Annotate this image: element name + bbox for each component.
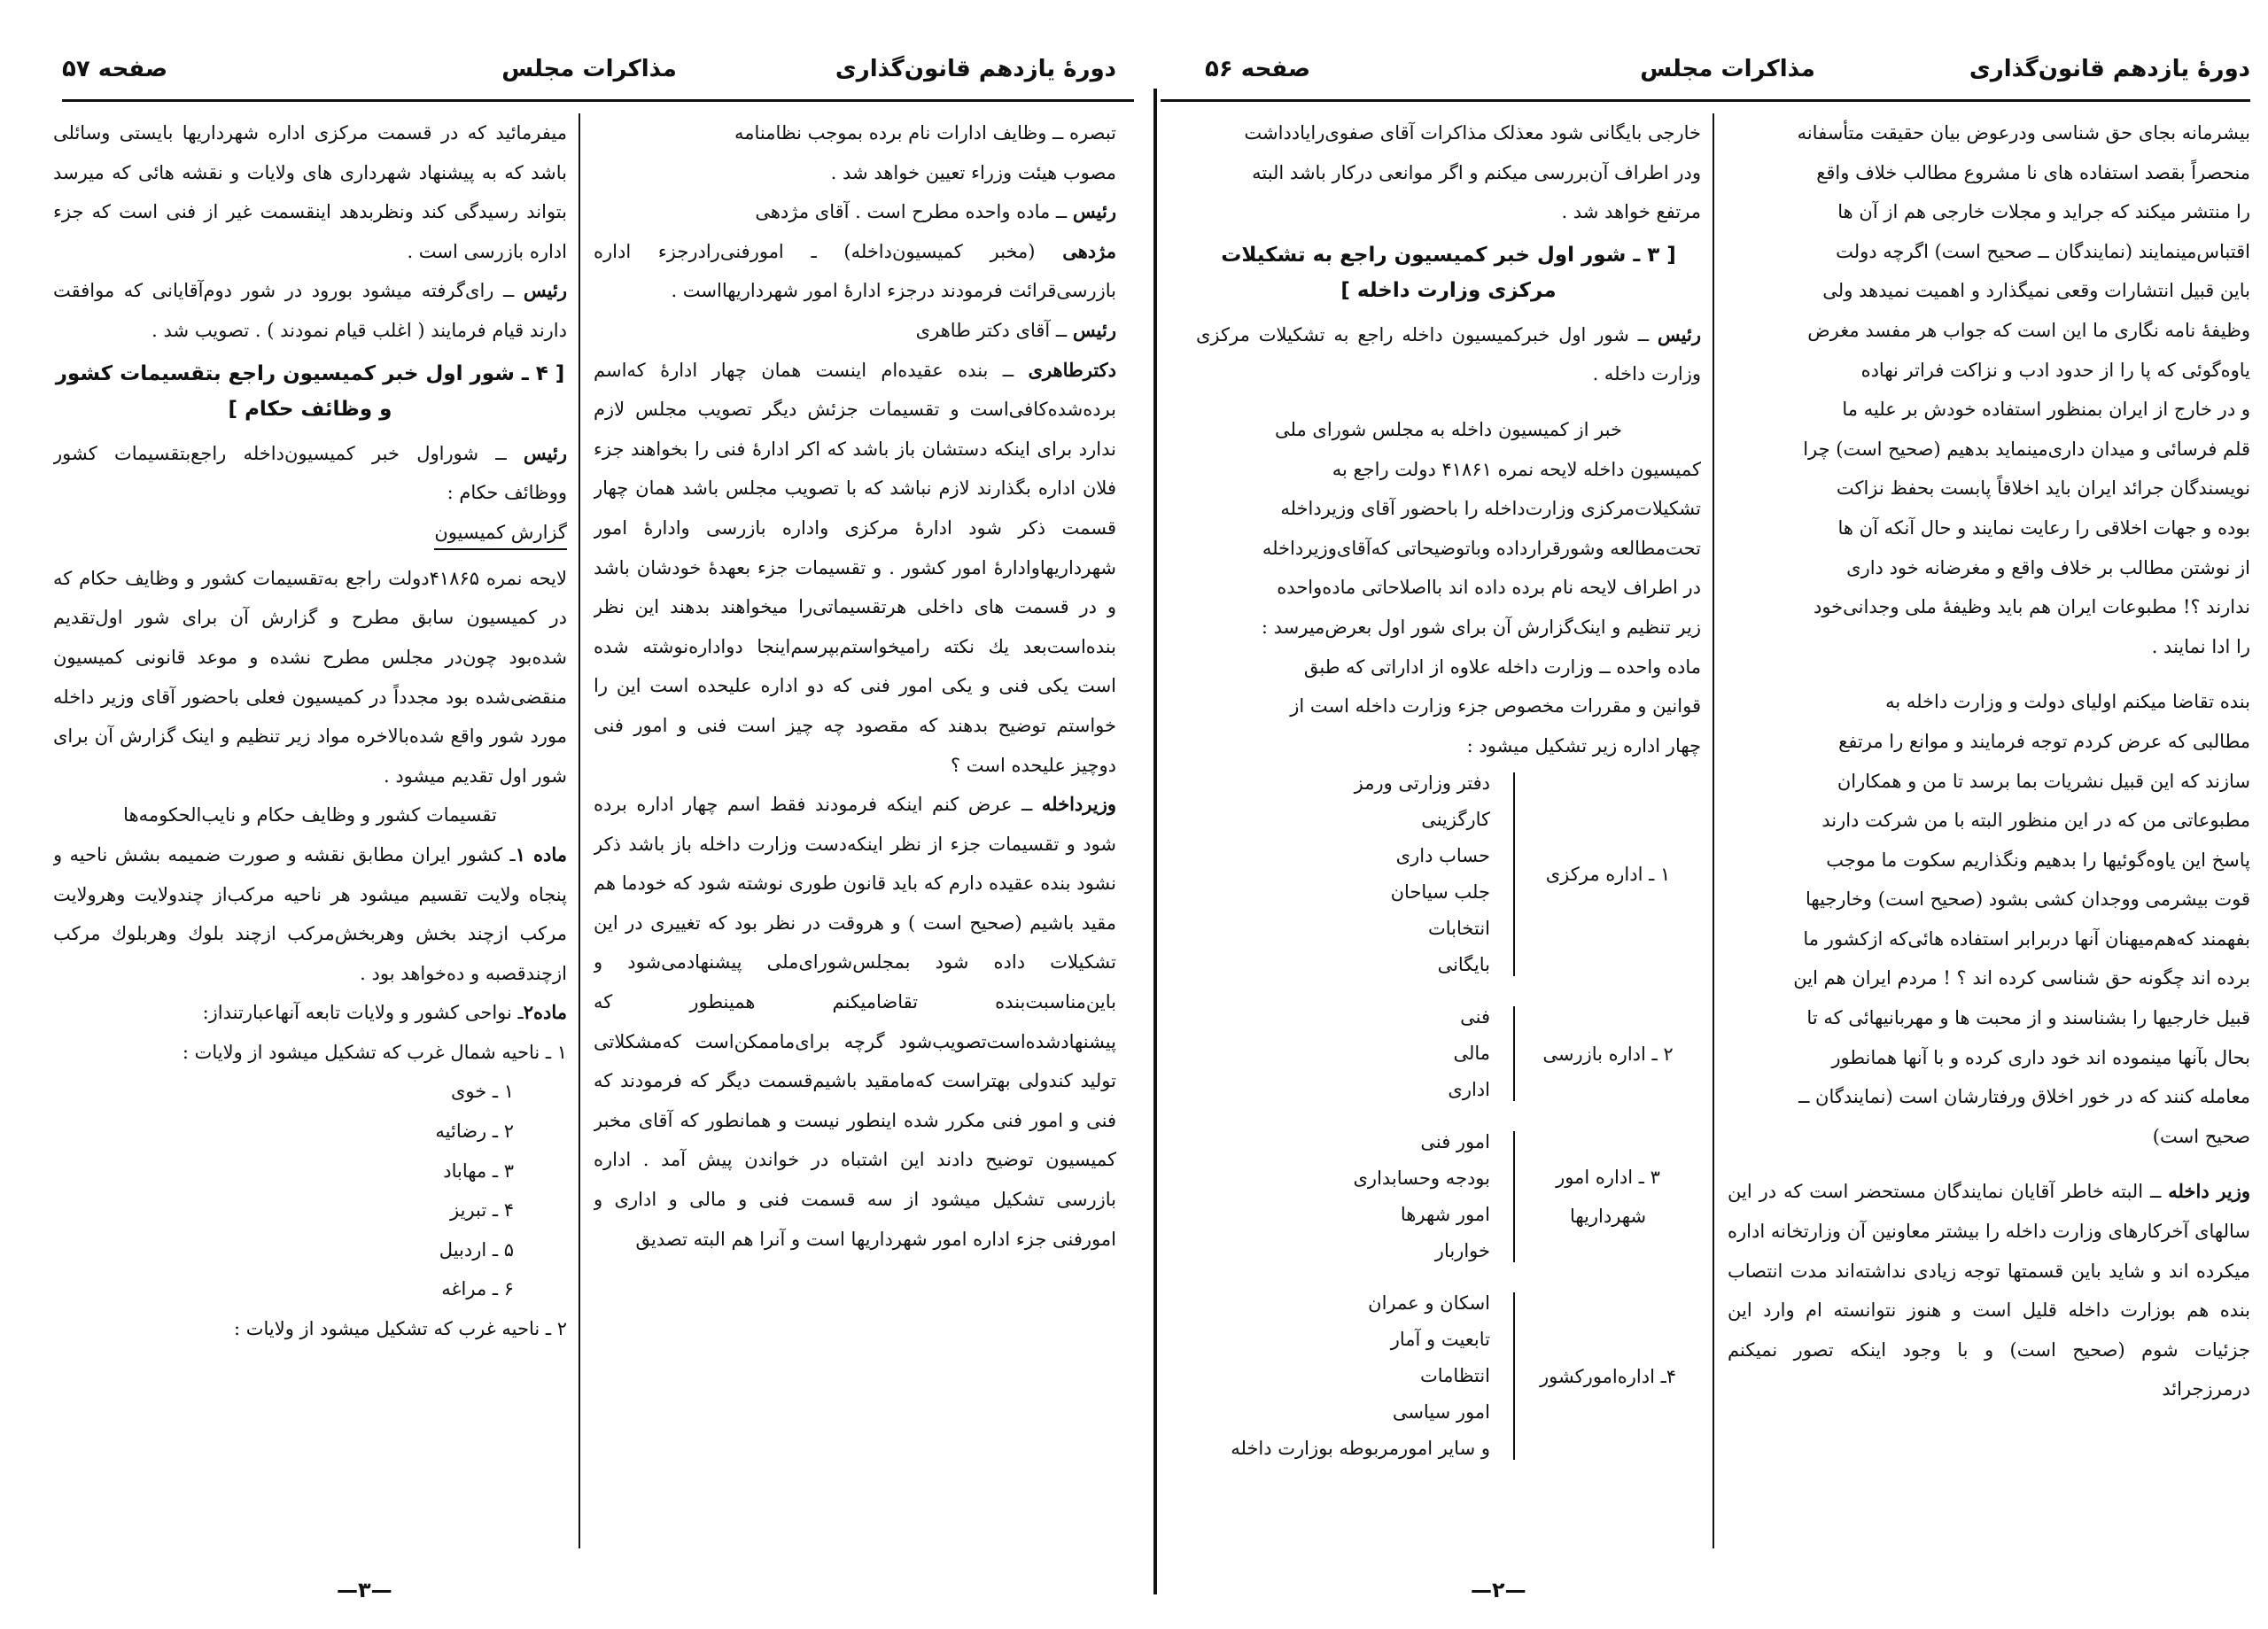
text-line: ماده واحده ــ وزارت داخله علاوه از اداراتی که طبق xyxy=(1303,655,1701,678)
paragraph xyxy=(1728,682,2250,1156)
text-line: تشکیلات‌مرکزی وزارت‌داخله را باحضور آقای وزیرداخله xyxy=(1280,498,1701,520)
text-line: بنده تقاضا میکنم اولیای دولت و وزارت داخله به xyxy=(1885,691,2250,713)
speech-text: ــ ماده واحده مطرح است . آقای مژدهی xyxy=(755,201,1068,223)
text-line: قوانین و مقررات مخصوص جزء وزارت داخله است از xyxy=(1290,695,1701,718)
office-items xyxy=(1196,1285,1490,1467)
text-line: از نوشتن مطالب بر خلاف واقع و مغرضانه خود داری xyxy=(1846,556,2250,578)
law-title: تقسیمات کشور و وظایف حکام و نایب‌الحکومه‌ها xyxy=(123,804,497,826)
text-line: ندارند ؟! مطبوعات ایران هم باید وظیفهٔ ملی وجدانی‌خود xyxy=(1813,596,2250,618)
section-title: مذاکرات مجلس xyxy=(501,56,677,82)
province-list xyxy=(53,1072,567,1309)
text-line: برده اند چگونه حق شناسی کرده اند ؟ ! مردم ایران هم این xyxy=(1793,967,2250,989)
office-item: جلب سیاحان xyxy=(1390,881,1490,904)
text-line: وظیفهٔ نامه نگاری ما این است که جواب هر مفسد مغرض xyxy=(1807,319,2250,341)
report-text: لایحه نمره ۴۱۸۶۵دولت راجع به‌تقسیمات کشور و وظایف حکام که در کمیسیون سابق مطرح و گزارش آن برای شور اول‌تقدیم شده‌بود چون‌در مجلس مطرح نشده و موعد قانونی کمیسیون منقضی‌شده بود مجدداً در کمیسیون فعلی باحضور آقای وزیر داخله مورد شور واقع شده‌بالاخره مواد زیر تنظیم و اینک گزارش آن برای شور اول تقدیم میشود . xyxy=(53,567,567,787)
column-left xyxy=(53,113,567,1548)
page-number: —۲— xyxy=(1471,1578,1526,1602)
article-label: ماده۲ xyxy=(523,1001,567,1024)
header-rule xyxy=(62,99,1134,102)
journal-title: دورهٔ یازدهم قانون‌گذاری xyxy=(835,56,1116,82)
office-group xyxy=(1196,765,1701,983)
office-item: اسکان و عمران xyxy=(1368,1292,1490,1315)
text-line: اقتباس‌مینمایند (نمایندگان ــ صحیح است) اگرچه دولت xyxy=(1836,240,2250,262)
text-line: توجه زیادی نداشته‌اند مدت انتصاب بنده هم بوزارت داخله xyxy=(1728,1260,2250,1322)
text-line: است که در این سالهای آخرکارهای وزارت داخله را بیشتر xyxy=(1728,1181,2250,1243)
text-line: سازند که این قبیل نشریات بما برسد تا من و همکاران xyxy=(1837,770,2250,792)
text-line: نویسندگان جرائد ایران باید اخلاقاً پابست بحفظ نزاکت xyxy=(1836,477,2250,500)
text-line: معاونین آن وزارتخانه اداره میکرده اند و شاید باین قسمتها xyxy=(1728,1221,2250,1282)
section-title: مذاکرات مجلس xyxy=(1640,56,1815,82)
speaker-name: رئیس xyxy=(523,279,567,302)
speech-text xyxy=(1728,1181,2250,1400)
header-rule xyxy=(1161,99,2250,102)
speaker-name: رئیس xyxy=(1072,200,1116,223)
text-line: قبیل خارجیها را بشناسند و از محبت ها و مهربانیهائی که تا xyxy=(1806,1007,2250,1029)
office-group xyxy=(1196,1285,1701,1467)
column-right xyxy=(594,113,1116,1548)
section-heading: [ ۴ ـ شور اول خبر کمیسیون راجع بتقسیمات کشور و وظائف حکام ] xyxy=(55,361,565,421)
column-left xyxy=(1196,113,1701,1548)
speaker-name: مژدهی xyxy=(1062,239,1116,262)
section-heading: [ ۳ ـ شور اول خبر کمیسیون راجع به تشکیلات مرکزی وزارت داخله ] xyxy=(1221,243,1676,302)
speech-text: (مخبر کمیسیون‌داخله) ـ امورفنی‌رادرجزء اداره بازرسی‌قرائت فرمودند درجزء ادارهٔ امور شهرداریهااست . xyxy=(594,240,1116,302)
column-right xyxy=(1728,113,2250,1548)
page-label: صفحه ۵۷ xyxy=(62,56,168,82)
text-line: تبصره ــ وظایف ادارات نام برده بموجب نظامنامه xyxy=(734,122,1116,144)
column-divider xyxy=(1713,113,1714,1548)
office-name: ۲ ـ اداره بازرسی xyxy=(1542,1043,1674,1065)
office-item: فنی xyxy=(1460,1006,1490,1028)
region-heading: ۱ ـ ناحیه شمال غرب که تشکیل میشود از ولایات : xyxy=(182,1041,567,1063)
text-line: کمیسیون داخله لایحه نمره ۴۱۸۶۱ دولت راجع به xyxy=(1332,458,1701,480)
text-line: مصوب هیئت وزراء تعیین خواهد شد . xyxy=(830,161,1116,183)
office-item: امور شهرها xyxy=(1400,1204,1490,1226)
speaker-name: رئیس xyxy=(1657,322,1701,345)
office-item: امور فنی xyxy=(1420,1131,1490,1153)
province-item: ۵ ـ اردبیل xyxy=(439,1238,514,1261)
office-group xyxy=(1196,1124,1701,1269)
office-items xyxy=(1196,999,1490,1108)
paragraph xyxy=(1728,1172,2250,1409)
office-item: حساب داری xyxy=(1395,845,1490,867)
report-text xyxy=(1196,450,1701,766)
speaker-name: وزیرداخله xyxy=(1041,793,1116,816)
text-line: یاوه‌گوئی که پا را از حدود ادب و نزاکت فراتر نهاده xyxy=(1860,359,2250,381)
text-line: چهار اداره زیر تشکیل میشود : xyxy=(1466,734,1701,756)
text-line: قلیل است و هنوز نتوانسته ام وارد این جزئیات شوم xyxy=(1728,1299,2250,1361)
office-item: و سایر امورمربوطه بوزارت داخله xyxy=(1231,1438,1490,1460)
speech-text: ــ آقای دکتر طاهری xyxy=(915,319,1068,341)
speech-text: ــ شور اول خبرکمیسیون داخله راجع به تشکیلات مرکزی وزارت داخله . xyxy=(1196,323,1701,385)
article-text: ـ کشور ایران مطابق نقشه و صورت ضمیمه بشش ناحیه و پنجاه ولایت تقسیم میشود هر ناحیه مرکب‌از چندولایت وهرولایت مرکب ازچند بخش وهربخش‌مرکب ازچند بلوك وهربلوك مرکب ازچندقصبه و ده‌خواهد بود . xyxy=(53,843,567,984)
speech-text: ــ شوراول خبر کمیسیون‌داخله راجع‌بتقسیمات کشور ووظائف حکام : xyxy=(53,442,567,504)
article-label: ماده ۱ xyxy=(515,842,567,865)
office-item: مالی xyxy=(1453,1043,1490,1065)
text-line: بفهمند که‌هم‌میهنان آنها دربرابر استفاده هائی‌که ازکشور ما xyxy=(1803,927,2250,950)
text-line: بحال بآنها مینموده اند خود داری کرده و با آنها همانطور xyxy=(1831,1046,2250,1068)
office-item: بایگانی xyxy=(1437,954,1490,976)
brace-line xyxy=(1490,1131,1515,1262)
office-item: انتخابات xyxy=(1428,918,1490,940)
article-text: ـ نواحی کشور و ولایات تابعه آنهاعبارتنداز: xyxy=(202,1002,524,1024)
text-line: (صحیح است) و با وجود اینکه تصور نمیکنم درمرزجرائد xyxy=(1728,1338,2250,1400)
paragraph: میفرمائید که در قسمت مرکزی اداره شهرداریها بایستی وسائلی باشد که به پیشنهاد شهرداری های ولایات و نقشه هائی که میرسد بتواند رسیدگی کند ونظربدهد اینقسمت غیر از فنی است که جزء اداره بازرسی است . xyxy=(53,122,567,262)
speaker-name: وزیر داخله xyxy=(2168,1180,2250,1203)
text-line: را ادا نمایند . xyxy=(2151,635,2250,657)
brace-line xyxy=(1490,1292,1515,1460)
text-line: قوت بیشرمی ووجدان کشی بشود (صحیح است) وخارجیها xyxy=(1806,888,2250,911)
page-number: —۳— xyxy=(337,1578,392,1602)
text-line: ودر اطراف آن‌بررسی میکنم و اگر موانعی درکار باشد البته xyxy=(1252,161,1701,183)
page-header xyxy=(62,49,1116,100)
speech-text: ــ عرض کنم اینکه فرمودند فقط اسم چهار اداره برده شود و تقسیمات جزء از نظر اینکه‌دست وزارت داخله باز باشد ذکر نشود بنده عقیده دارم که باید قانون طوری نوشته شود که خودما هم مقید باشیم (صحیح است ) و هروقت در نظر بود که تغییری در این تشکیلات داده شود بمجلس‌شورای‌ملی پیشنهادمی‌شود و باین‌مناسبت‌بنده تقاضامیکنم همینطور که پیشنهادشده‌است‌تصویب‌شود گرچه برای‌ما‌ممکن‌است که‌مشکلاتی تولید کندولی بهتراست که‌مامقید باشیم‌قسمت دیگر که فرمودند که فنی و امور فنی مکرر شده اینطور نیست و همانطور که آقای مخبر کمیسیون توضیح دادند این اشتباه در خواندن پیش آمد . اداره بازرسی تشکیل میشود از سه قسمت فنی و مالی و اداری و امورفنی جزء اداره امور شهرداریها است و آنرا هم البته تصدیق xyxy=(594,794,1116,1250)
paragraph xyxy=(1196,113,1701,232)
office-item: اداری xyxy=(1448,1079,1490,1101)
page-header xyxy=(1205,49,2250,100)
text-line: معامله کنند که در خور اخلاق ورفتارشان است (نمایندگان ــ xyxy=(1798,1086,2250,1108)
office-item: دفتر وزارتی ورمز xyxy=(1354,772,1490,795)
office-item: خواربار xyxy=(1434,1240,1490,1262)
paragraph xyxy=(1728,113,2250,666)
office-item: تابعیت و آمار xyxy=(1390,1329,1490,1351)
text-line: مطبوعاتی من که در این منظور البته با من شرکت دارند xyxy=(1821,810,2250,832)
province-item: ۲ ـ رضائیه xyxy=(435,1121,514,1143)
brace-line xyxy=(1490,1006,1515,1101)
province-item: ۳ ـ مهاباد xyxy=(443,1160,514,1182)
office-name: ۳ ـ اداره امور شهرداریها xyxy=(1556,1166,1660,1228)
journal-title: دورهٔ یازدهم قانون‌گذاری xyxy=(1969,56,2250,82)
text-line: بوده و جهات اخلاقی را رعایت نمایند و حال آنکه آن ها xyxy=(1837,516,2250,539)
office-item: امور سیاسی xyxy=(1392,1401,1490,1423)
text-line: تحت‌مطالعه وشورقرارداده وباتوضیحاتی که‌آقای‌وزیرداخله xyxy=(1262,537,1701,559)
region-heading: ۲ ـ ناحیه غرب که تشکیل میشود از ولایات : xyxy=(233,1318,567,1340)
office-item: بودجه وحسابداری xyxy=(1353,1167,1490,1190)
speaker-name: رئیس xyxy=(1072,318,1116,341)
offices-table xyxy=(1196,765,1701,1467)
text-line: مطالبی که عرض کردم توجه فرمایند و موانع را مرتفع xyxy=(1838,730,2250,752)
text-line: باین قبیل انتشارات وقعی نمیگذارد و اهمیت نمیدهد ولی xyxy=(1822,280,2250,302)
speech-text: ــ رای‌گرفته میشود بورود در شور دوم‌آقایانی که موافقت دارند قیام فرمایند ( اغلب قیام نمودند ) . تصویب شد . xyxy=(53,280,567,341)
text-line: را منتشر میکند که جراید و مجلات خارجی هم از آن ها xyxy=(1837,201,2250,223)
text-line: پاسخ این یاوه‌گوئیها را بدهیم ونگذاریم سکوت ما موجب xyxy=(1826,849,2250,871)
province-item: ۴ ـ تبریز xyxy=(450,1199,514,1222)
page-56 xyxy=(1152,0,2268,1629)
province-item: ۶ ـ مراغه xyxy=(441,1278,514,1300)
office-items xyxy=(1196,765,1490,983)
text-line: ــ البته خاطر آقایان نمایندگان مستحضر xyxy=(1855,1181,2162,1203)
office-item: کارگزینی xyxy=(1421,809,1490,831)
report-title: خبر از کمیسیون داخله به مجلس شورای ملی xyxy=(1275,418,1622,440)
report-label: گزارش کمیسیون xyxy=(434,516,567,550)
text-line: زیر تنظیم و اینک‌گزارش آن برای شور اول بعرض‌میرسد : xyxy=(1261,616,1701,638)
paragraph xyxy=(594,113,1116,192)
text-line: صحیح است) xyxy=(2152,1125,2250,1147)
text-line: در اطراف لایحه نام برده داده اند بااصلاحاتی ماده‌واحده xyxy=(1277,577,1701,599)
speech-text: ــ بنده عقیده‌ام اینست همان چهار ادارهٔ که‌اسم برده‌شده‌کافی‌است و تقسیمات جزئش دیگر تصویب مجلس لازم ندارد برای اینکه دستشان باز باشد که اکر ادارهٔ فنی را بخواهند جزء فلان اداره بگذارند لازم نباشد که با تصویب مجلس باشد همان چهار قسمت ذکر شود ادارهٔ مرکزی واداره بازرسی وادارهٔ امور شهرداریهاوادارهٔ امور کشور . و تقسیمات جزء بعهدهٔ خودشان باشد و در قسمت های داخلی هرتقسیماتی‌را میخواهند بدهند این نظر بنده‌است‌بعد یك نکته رامیخواستم‌بپرسم‌اینجا دواداره‌نوشته شده است یکی فنی و یکی امور فنی که دو اداره علیحده است این را خواستم توضیح بدهند که مقصود چه چیز است فنی و امور فنی دوچیز علیحده است ؟ xyxy=(594,359,1116,776)
speaker-name: رئیس xyxy=(523,441,567,464)
speaker-name: دکترطاهری xyxy=(1028,358,1116,381)
text-line: و در خارج از ایران بمنظور استفاده خودش بر علیه ما xyxy=(1842,399,2250,421)
office-items xyxy=(1196,1124,1490,1269)
text-line: خارجی بایگانی شود معذلک مذاکرات آقای صفوی‌رایادداشت xyxy=(1244,122,1701,144)
text-line: بیشرمانه بجای حق شناسی ودرعوض بیان حقیقت متأسفانه xyxy=(1797,122,2250,144)
page-label: صفحه ۵۶ xyxy=(1205,56,1311,82)
province-item: ۱ ـ خوی xyxy=(450,1081,514,1103)
office-group xyxy=(1196,999,1701,1108)
column-divider xyxy=(579,113,580,1548)
brace-line xyxy=(1490,772,1515,976)
text-line: قلم فرسائی و میدان داری‌مینماید بدهیم (صحیح است) چرا xyxy=(1803,438,2250,460)
text-line: منحصراً بقصد استفاده های نا مشروع مطالب خلاف واقع xyxy=(1816,161,2250,183)
office-name: ۴ـ اداره‌امورکشور xyxy=(1539,1365,1677,1387)
office-item: انتظامات xyxy=(1419,1365,1490,1387)
text-line: مرتفع خواهد شد . xyxy=(1561,201,1701,223)
office-name: ۱ ـ اداره مرکزی xyxy=(1545,864,1671,886)
